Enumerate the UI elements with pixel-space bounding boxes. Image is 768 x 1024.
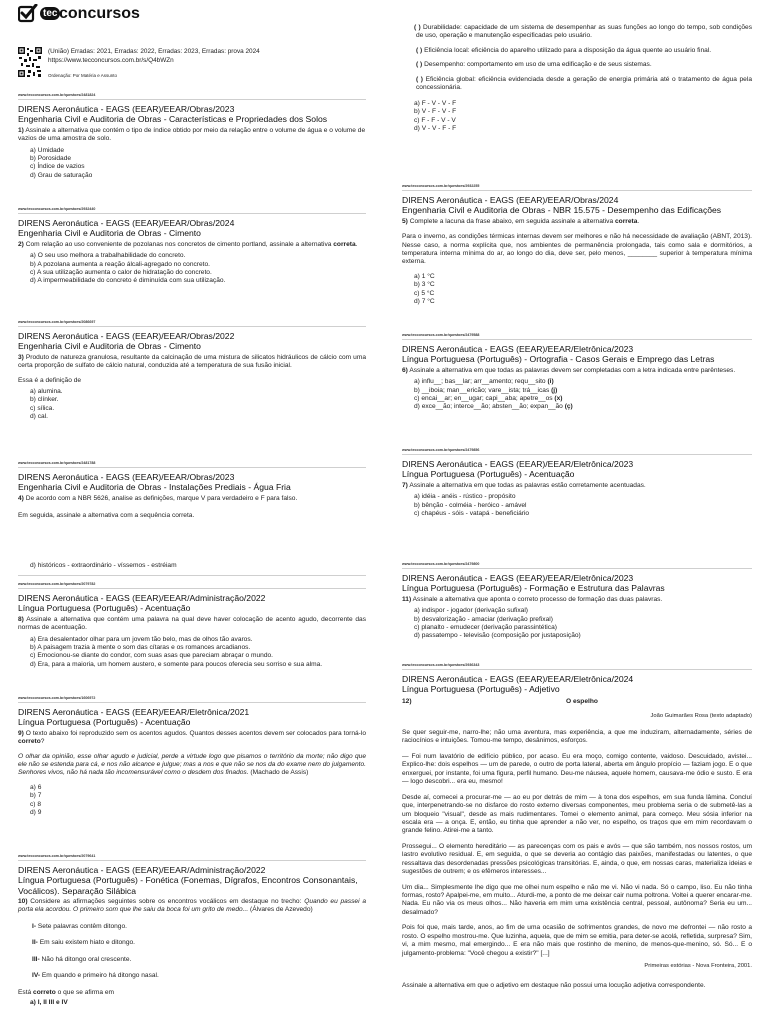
question-url[interactable]: www.tecconcursos.com.br/questoes/2479856 (402, 448, 480, 452)
question-4-statements (402, 24, 752, 133)
option-c[interactable]: c) planalto - emudecer (derivação parassintética) (414, 623, 557, 631)
option-b[interactable]: b) A paisagem trazia à mente o som das cítaras e os romances arcadianos. (30, 643, 251, 651)
option-a[interactable]: a) idéia - anéis - rústico - propósito (414, 493, 516, 501)
option-a[interactable]: a) 6 (30, 783, 42, 791)
subject-title: Língua Portuguesa (Português) - Ortografia - Casos Gerais e Emprego das Letras (402, 354, 715, 365)
question-text: 3) Produto de natureza granulosa, resultante da calcinação de uma mistura de silicatos hidráulicos de cálcio com uma certa proporção de sulfato de cálcio natural, conduzida até a temperatura de sua fusão inicial. (18, 353, 366, 370)
exam-title: DIRENS Aeronáutica - EAGS (EEAR)/EEAR/Eletrônica/2024 (402, 674, 634, 684)
quoted-passage: O olhar da opinião, esse olhar agudo e judicial, perde a virtude logo que pisamos o território da morte; não digo que ele não se estenda para cá, e nos não alcance e julgue; mas a nos e que não se nos da do exame nem do julgamento. Senhores vivos, não há nada tão incomensurável como o desdem dos finados. (Machado de Assis) (18, 752, 366, 777)
subject-title: Língua Portuguesa (Português) - Acentuação (18, 603, 191, 614)
subject-title: Língua Portuguesa (Português) - Formação e Estrutura das Palavras (402, 583, 665, 594)
question-text: 2) Com relação ao uso conveniente de pozolanas nos concretos de cimento portland, assinale a alternativa correta. (18, 240, 358, 248)
question-text: 6) Assinale a alternativa em que todas as palavras devem ser completadas com a letra indicada entre parênteses. (402, 366, 736, 374)
option-d[interactable]: d) V - V - F - F (414, 124, 457, 132)
option-a[interactable]: a) 1 °C (414, 272, 435, 280)
question-prompt: Em seguida, assinale a alternativa com a sequência correta. (18, 512, 195, 520)
option-b[interactable]: b) 7 (30, 792, 42, 800)
subject-title: Engenharia Civil e Auditoria de Obras - Cimento (18, 341, 201, 352)
option-c[interactable]: c) 8 (30, 800, 41, 808)
question-url[interactable]: www.tecconcursos.com.br/questoes/2932440 (18, 207, 96, 211)
statement-2: II- Em saiu existem hiato e ditongo. (32, 939, 136, 947)
option-a[interactable]: a) I, II III e IV (30, 999, 68, 1006)
exam-title: DIRENS Aeronáutica - EAGS (EEAR)/EEAR/Obras/2023 (18, 104, 235, 114)
subject-title: Língua Portuguesa (Português) - Acentuação (18, 717, 191, 728)
passage-paragraph-4: Prossegui... O elemento hereditário — as parecenças com os pais e avós — que são também, nos nossos rostos, um lastro evolutivo residual. E, em seguida, o que se deveria ao contágio das paixões, manifestadas ou latentes, o que ressaltava das desordenadas pressões psicológicas transitórias. E, ainda, o que, em nossas caras, materializa ideias e sugestões de outrem; e os efêmeros interesses... (402, 842, 752, 876)
option-d[interactable]: d) Grau de saturação (30, 171, 93, 179)
question-url[interactable]: www.tecconcursos.com.br/questoes/2079641 (18, 854, 96, 858)
option-c[interactable]: c) sílica. (30, 404, 55, 412)
statement-3: ( ) Desempenho: comportamento em uso de uma edificação e de seus sistemas. (416, 61, 652, 69)
question-text: 11) Assinale a alternativa que aponta o correto processo de formação das duas palavras. (402, 595, 663, 603)
option-a[interactable]: a) O seu uso melhora a trabalhabilidade do concreto. (30, 252, 186, 260)
option-a[interactable]: a) Era desalentador olhar para um jovem tão belo, mas de olhos tão avaros. (30, 635, 253, 643)
option-c[interactable]: c) Emocionou-se diante do condor, com suas asas que pareciam abraçar o mundo. (30, 652, 274, 660)
question-text: 10) Considere as afirmações seguintes sobre os encontros vocálicos em destaque no trecho: Quando eu passei a porta ela acordou. O primeiro som que lhe saiu da boca foi um grito de medo... (Álvares de Azevedo) (18, 897, 366, 914)
filter-text: (União) Erradas: 2021, Erradas: 2022, Erradas: 2023, Erradas: prova 2024 (48, 48, 260, 55)
question-url[interactable]: www.tecconcursos.com.br/questoes/2479800 (402, 562, 480, 566)
passage-source: Primeiras estórias - Nova Fronteira, 2001. (644, 963, 752, 970)
subject-title: Engenharia Civil e Auditoria de Obras - Características e Propriedades dos Solos (18, 114, 328, 125)
option-d[interactable]: d) 9 (30, 809, 42, 817)
question-text: 5) Complete a lacuna da frase abaixo, em seguida assinale a alternativa correta. (402, 217, 640, 225)
question-prompt: Está correto o que se afirma em (18, 988, 115, 996)
option-c[interactable]: c) F - F - V - V (414, 116, 456, 124)
order-text: Ordenação: Por Matéria e Assunto (48, 73, 118, 78)
option-a[interactable]: a) influ__; bas__lar; arr__amento; requ__sito (i) (414, 378, 554, 386)
subject-title: Engenharia Civil e Auditoria de Obras - Instalações Prediais - Água Fria (18, 482, 291, 493)
option-b[interactable]: b) A pozolana aumenta a reação álcali-agregado no concreto. (30, 260, 210, 268)
option-a[interactable]: a) indispor - jogador (derivação sufixal) (414, 607, 528, 615)
option-c[interactable]: c) chapéus - sóis - vatapá - beneficiário (414, 509, 530, 517)
option-b[interactable]: b) desvalorização - amaciar (derivação prefixal) (414, 615, 553, 623)
option-d[interactable]: d) Era, para a maioria, um homem austero, e somente para poucos oferecia seu sorriso e sua alma. (30, 660, 323, 668)
option-d[interactable]: d) cal. (30, 413, 48, 421)
option-b[interactable]: b) V - F - V - F (414, 108, 457, 116)
exam-title: DIRENS Aeronáutica - EAGS (EEAR)/EEAR/Eletrônica/2023 (402, 459, 634, 469)
option-c[interactable]: c) Índice de vazios (30, 163, 85, 171)
passage-title: O espelho (566, 697, 598, 705)
question-prompt: Assinale a alternativa em que o adjetivo em destaque não possui uma locução adjetiva correspondente. (402, 981, 706, 989)
option-d[interactable]: d) A impermeabilidade do concreto é diminuída com sua utilização. (30, 277, 226, 285)
option-b[interactable]: b) Porosidade (30, 154, 72, 162)
question-text: 7) Assinale a alternativa em que todas as palavras estão corretamente acentuadas. (402, 481, 646, 489)
logo-prefix: tec (40, 7, 60, 20)
option-b[interactable]: b) clínker. (30, 396, 59, 404)
option-d[interactable]: d) passatempo - televisão (composição por justaposição) (414, 632, 581, 640)
exam-title: DIRENS Aeronáutica - EAGS (EEAR)/EEAR/Eletrônica/2023 (402, 344, 634, 354)
exam-title: DIRENS Aeronáutica - EAGS (EEAR)/EEAR/Obras/2024 (402, 195, 619, 205)
statement-3: III- Não há ditongo oral crescente. (32, 955, 132, 963)
question-text: 8) Assinale a alternativa que contém uma palavra na qual deve haver colocação de acento agudo, decorrente das normas de acentuação. (18, 615, 367, 632)
option-d[interactable]: d) históricos - extraordinário - víssemos - estréiam (30, 562, 177, 569)
subject-title: Engenharia Civil e Auditoria de Obras - NBR 15.575 - Desempenho das Edificações (402, 205, 722, 216)
subject-title: Língua Portuguesa (Português) - Adjetivo (402, 684, 560, 695)
subject-title: Língua Portuguesa (Português) - Acentuação (402, 469, 575, 480)
question-text: 1) Assinale a alternativa que contém o tipo de índice obtido por meio da relação entre o volume de água e o volume de vazios de uma amostra de solo. (18, 126, 366, 143)
option-b[interactable]: b) bênção - colméia - heróico - amável (414, 501, 527, 509)
option-c[interactable]: c) 5 °C (414, 289, 435, 297)
option-d[interactable]: d) 7 °C (414, 298, 435, 306)
passage-paragraph-5: Um dia... Simplesmente lhe digo que me olhei num espelho e não me vi. Não vi nada. Só o campo, liso. Eu não tinha formas, rosto? Apalpei-me, em muito... Aturdi-me, a ponto de me deixar cair numa poltrona. Voltei a querer encarar-me. Nada. Eu não via os meus olhos... Não haveria em mim uma existência central, pessoal, autônoma? Seria eu um... desalmado? (402, 883, 752, 916)
option-a[interactable]: a) Umidade (30, 146, 65, 154)
subject-title: Língua Portuguesa (Português) - Fonética (Fonemas, Dígrafos, Encontros Consonantais, Vocálicos). Separação Silábica (18, 875, 358, 896)
subject-title: Engenharia Civil e Auditoria de Obras - Cimento (18, 228, 201, 239)
passage-paragraph-2: — Foi num lavatório de edifício público, por acaso. Eu era moço, comigo contente, vaidoso. Descuidado, avistei... Explico-lhe: dois espelhos — um de parede, o outro de porta lateral, aberta em ângulo propício — faziam jogo. E o que enxerguei, por instante, foi uma figura, perfil humano. Deu-me náusea, aquele homem, causava-me ódio e susto. E era — logo descobri... era eu, mesmo! (402, 752, 752, 786)
statement-1: ( ) Durabilidade: capacidade de um sistema de desempenhar as suas funções ao longo do tempo, sob condições de uso, operação e manutenção especificadas pelo usuário. (414, 24, 752, 40)
exam-title: DIRENS Aeronáutica - EAGS (EEAR)/EEAR/Eletrônica/2021 (18, 707, 250, 717)
option-a[interactable]: a) F - V - V - F (414, 99, 457, 107)
question-url[interactable]: www.tecconcursos.com.br/questoes/2481788 (18, 461, 96, 465)
statement-1: I- Sete palavras contêm ditongo. (32, 922, 127, 930)
question-url[interactable]: www.tecconcursos.com.br/questoes/1606972 (18, 696, 96, 700)
question-url[interactable]: www.tecconcursos.com.br/questoes/2079782 (18, 582, 96, 586)
question-url[interactable]: www.tecconcursos.com.br/questoes/2932255 (402, 184, 480, 188)
statement-4: ( ) Eficiência global: eficiência evidenciada desde a geração de energia primária até o tratamento de água pela concessionária. (416, 75, 752, 92)
share-link[interactable]: https://www.tecconcursos.com.br/s/Q4bWZn (48, 57, 174, 64)
logo-text: concursos (59, 5, 140, 22)
exam-title: DIRENS Aeronáutica - EAGS (EEAR)/EEAR/Obras/2023 (18, 472, 235, 482)
exam-title: DIRENS Aeronáutica - EAGS (EEAR)/EEAR/Obras/2024 (18, 218, 235, 228)
question-prompt: Essa é a definição de (18, 376, 82, 384)
exam-title: DIRENS Aeronáutica - EAGS (EEAR)/EEAR/Eletrônica/2023 (402, 573, 634, 583)
exam-title: DIRENS Aeronáutica - EAGS (EEAR)/EEAR/Administração/2022 (18, 865, 266, 875)
divider (18, 575, 366, 576)
question-url[interactable]: www.tecconcursos.com.br/questoes/2086697 (18, 320, 96, 324)
question-text: 4) De acordo com a NBR 5626, analise as definições, marque V para verdadeiro e F para falso. (18, 494, 298, 502)
passage-paragraph-6: Pois foi que, mais tarde, anos, ao fim de uma ocasião de sofrimentos grandes, de novo me defrontei — não rosto a rosto. O espelho mostrou-me. Que luzinha, aquela, que de mim se emitia, para deter-se acolá, refletida, surpresa? Sim, vi, a mim mesmo, mal emergindo... E era não mais que rostinho de menino, de menos-que-menino, só. Só... E o julgamento-problema: "Você chegou a existir?" [...] (402, 924, 752, 957)
option-d[interactable]: d) exce__ão; interce__ão; absten__ão; expan__ão (ç) (414, 403, 573, 411)
option-c[interactable]: c) encai__ar; en__ugar; capi__aba; apetre__os (x) (414, 394, 563, 402)
check-icon (18, 4, 38, 24)
exam-title: DIRENS Aeronáutica - EAGS (EEAR)/EEAR/Administração/2022 (18, 593, 266, 603)
statement-2: ( ) Eficiência local: eficiência do aparelho utilizado para a disposição da água quente ao usuário final. (416, 46, 712, 54)
passage-author: João Guimarães Rosa (texto adaptado) (650, 712, 752, 719)
question-passage: Para o inverno, as condições térmicas internas devem ser melhores e não há necessidade de avaliação (ABNT, 2013). Nesse caso, a norma explícita que, nos ambientes de permanência prolongada, tais como sala e dormitórios, a temperatura interna mínima do ar, ao longo do dia, deve ser, pelo menos, ________ superior à temperatura mínima externa. (402, 233, 752, 266)
exam-title: DIRENS Aeronáutica - EAGS (EEAR)/EEAR/Obras/2022 (18, 331, 235, 341)
question-text: 9) O texto abaixo foi reproduzido sem os acentos agudos. Quantos desses acentos devem ser colocados para torná-lo correto? (18, 729, 366, 746)
qr-code (18, 47, 42, 77)
brand-logo[interactable] (18, 2, 158, 26)
option-b[interactable]: b) 3 °C (414, 281, 435, 289)
question-url[interactable]: www.tecconcursos.com.br/questoes/2481824 (18, 93, 96, 97)
passage-header: 12) O espelho (402, 697, 598, 705)
passage-paragraph-1: Se quer seguir-me, narro-lhe; não uma aventura, mas experiência, a que me induziram, alternadamente, séries de raciocínios e intuições. Tomou-me tempo, desânimos, esforços. (402, 729, 752, 745)
passage-paragraph-3: Desde aí, comecei a procurar-me — ao eu por detrás de mim — à tona dos espelhos, em sua funda lâmina. Concluí que, interpenetrando-se no disfarce do rosto externo diversas componentes, meu problema seria o de submetê-las a um bloqueio "visual", desde as mais rudimentares. Tomei o elemento animal, para começo. Meu sósia inferior na escala era — a onça. E, então, eu tinha que aprender a não ver, no espelho, os traços que em mim recordavam o grande felino. Atirei-me a tanto. (402, 793, 752, 835)
option-c[interactable]: c) A sua utilização aumenta o calor de hidratação do concreto. (30, 268, 212, 276)
option-b[interactable]: b) __iboia; man__ericão; vare__ista; trá__icas (j) (414, 386, 558, 394)
question-url[interactable]: www.tecconcursos.com.br/questoes/2936343 (402, 663, 480, 667)
statement-4: IV- Em quando e primeiro há ditongo nasal. (32, 972, 159, 980)
option-a[interactable]: a) alumina. (30, 387, 63, 395)
question-url[interactable]: www.tecconcursos.com.br/questoes/2479588 (402, 333, 480, 337)
